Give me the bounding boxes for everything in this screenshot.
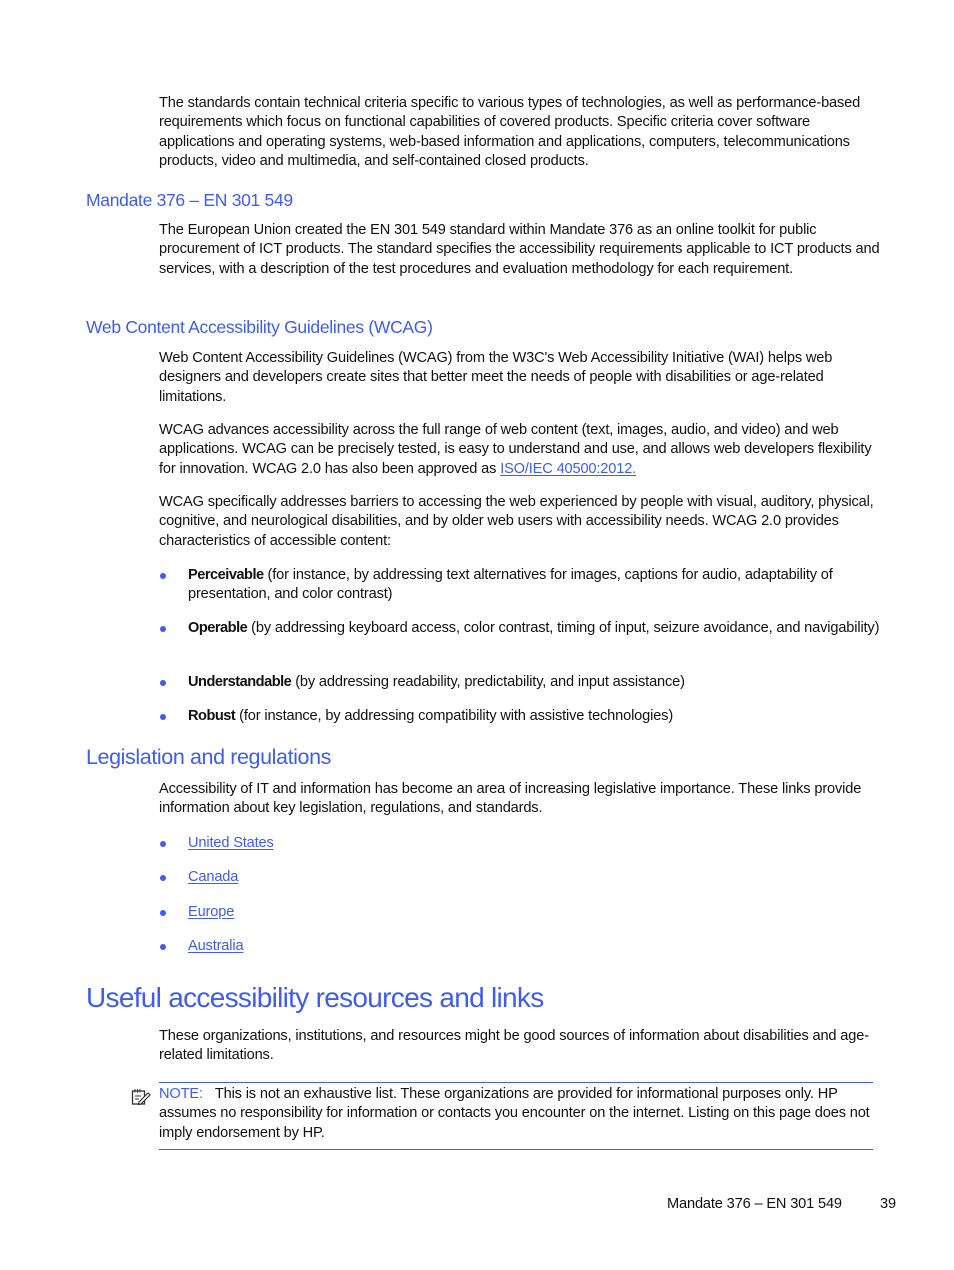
bullet-understandable — [159, 673, 884, 692]
bullet-dot-icon — [160, 680, 166, 686]
bullet-dot-icon — [160, 573, 166, 579]
bullet-text: (by addressing keyboard access, color contrast, timing of input, seizure avoidance, and navigability) — [247, 620, 880, 636]
bullet-dot-icon — [160, 910, 166, 916]
bullet-operable — [159, 619, 884, 638]
link-australia[interactable]: Australia — [188, 938, 244, 954]
link-united-states[interactable]: United States — [188, 835, 274, 851]
legislation-item-europe — [159, 903, 884, 922]
link-europe[interactable]: Europe — [188, 904, 235, 920]
bullet-term: Perceivable — [188, 567, 264, 583]
resources-heading: Useful accessibility resources and links — [86, 982, 544, 1013]
bullet-term: Understandable — [188, 674, 292, 690]
note-label: NOTE: — [159, 1086, 203, 1102]
wcag-heading: Web Content Accessibility Guidelines (WCAG) — [86, 317, 433, 337]
wcag-paragraph-2 — [159, 421, 884, 479]
note-box — [159, 1082, 873, 1150]
bullet-dot-icon — [160, 626, 166, 632]
legislation-item-united-states — [159, 834, 884, 853]
bullet-text: (by addressing readability, predictability, and input assistance) — [291, 674, 685, 690]
bullet-dot-icon — [160, 875, 166, 881]
bullet-dot-icon — [160, 944, 166, 950]
wcag-paragraph-1: Web Content Accessibility Guidelines (WCAG) from the W3C's Web Accessibility Initiative (WAI) helps web designers and developers create sites that better meet the needs of people with disabilities or age-related limitations. — [159, 350, 833, 405]
bullet-robust — [159, 707, 884, 726]
bullet-text: (for instance, by addressing text alternatives for images, captions for audio, adaptability of presentation, and color contrast) — [188, 567, 833, 603]
resources-paragraph: These organizations, institutions, and resources might be good sources of information about disabilities and age-related limitations. — [159, 1028, 869, 1064]
iso-iec-link[interactable]: ISO/IEC 40500:2012. — [500, 460, 637, 477]
legislation-heading: Legislation and regulations — [86, 745, 331, 769]
wcag-paragraph-2-text: WCAG advances accessibility across the full range of web content (text, images, audio, and video) and web applications. WCAG can be precisely tested, is easy to understand and use, and allows web developers flexibility for innovation. WCAG 2.0 has also been approved as — [159, 422, 872, 477]
link-canada[interactable]: Canada — [188, 869, 239, 885]
note-pencil-icon — [131, 1088, 151, 1106]
bullet-dot-icon — [160, 841, 166, 847]
mandate-paragraph: The European Union created the EN 301 549 standard within Mandate 376 as an online toolkit for public procurement of ICT products. The standard specifies the accessibility requirements applicable to ICT products and services, with a description of the test procedures and evaluation methodology for each requirement. — [159, 222, 880, 277]
footer-section-title: Mandate 376 – EN 301 549 — [667, 1196, 842, 1212]
mandate-heading: Mandate 376 – EN 301 549 — [86, 190, 293, 210]
legislation-item-australia — [159, 937, 884, 956]
bullet-perceivable — [159, 566, 884, 605]
footer-page-number: 39 — [880, 1196, 896, 1212]
intro-paragraph: The standards contain technical criteria specific to various types of technologies, as well as performance-based requirements which focus on functional capabilities of covered products. Specific criteria cover software applications and operating systems, web-based information and applications, computers, telecommunications products, video and multimedia, and self-contained closed products. — [159, 95, 861, 169]
note-text: This is not an exhaustive list. These organizations are provided for informational purposes only. HP assumes no responsibility for information or contacts you encounter on the internet. Listing on this page does not imply endorsement by HP. — [159, 1086, 870, 1141]
bullet-term: Robust — [188, 708, 236, 724]
bullet-term: Operable — [188, 620, 248, 636]
legislation-paragraph: Accessibility of IT and information has become an area of increasing legislative importance. These links provide information about key legislation, regulations, and standards. — [159, 781, 862, 817]
bullet-text: (for instance, by addressing compatibility with assistive technologies) — [235, 708, 674, 724]
wcag-paragraph-3: WCAG specifically addresses barriers to accessing the web experienced by people with visual, auditory, physical, cognitive, and neurological disabilities, and by older web users with accessibility needs. WCAG 2.0 provides characteristics of accessible content: — [159, 494, 874, 549]
legislation-item-canada — [159, 868, 884, 887]
bullet-dot-icon — [160, 714, 166, 720]
